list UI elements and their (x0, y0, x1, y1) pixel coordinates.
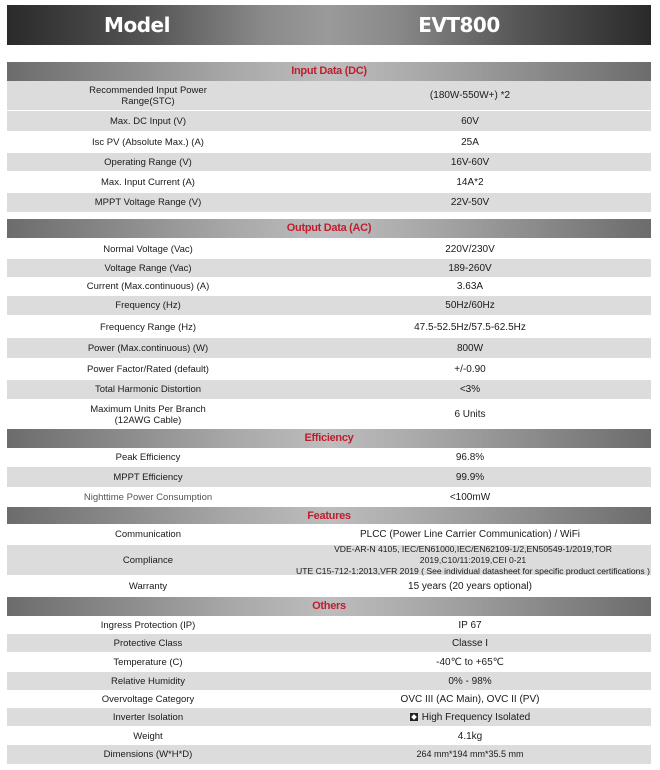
table-row (7, 487, 651, 508)
row-label: Warranty (128, 580, 168, 592)
row-value: 60V (461, 115, 479, 127)
section-output-title: Output Data (AC) (7, 219, 651, 238)
row-label: Voltage Range (Vac) (104, 262, 192, 274)
row-value: 25A (461, 137, 479, 148)
section-others-title: Others (7, 597, 651, 616)
row-value: 47.5-52.5Hz/57.5-62.5Hz (414, 321, 526, 333)
row-value: 22V-50V (450, 197, 490, 208)
row-label: Protective Class (113, 637, 183, 649)
row-label: Temperature (C) (113, 656, 183, 668)
compliance-value (289, 544, 651, 577)
row-label: Dimensions (W*H*D) (103, 749, 193, 760)
row-label: Overvoltage Category (101, 694, 195, 705)
table-row (7, 690, 651, 710)
row-label: Power Factor/Rated (default) (87, 364, 209, 375)
row-value: <100mW (449, 491, 491, 503)
table-row (7, 277, 651, 297)
table-row (7, 400, 651, 430)
row-value: (180W-550W+) *2 (429, 90, 511, 101)
table-row (7, 634, 651, 653)
table-row (7, 316, 651, 339)
table-row (7, 380, 651, 400)
table-row (7, 153, 651, 172)
table-row (7, 81, 651, 111)
row-label: Compliance (122, 554, 174, 566)
row-label: Total Harmonic Distortion (94, 384, 202, 395)
table-row (7, 672, 651, 691)
section-features-title: Features (7, 507, 651, 526)
isolation-text: High Frequency Isolated (421, 711, 531, 723)
row-value: 220V/230V (445, 243, 495, 255)
row-value: 15 years (20 years optional) (408, 580, 532, 592)
table-row (7, 338, 651, 359)
row-label: Peak Efficiency (115, 452, 181, 463)
row-label: Frequency Range (Hz) (99, 321, 197, 333)
row-label: Max. DC Input (V) (109, 115, 187, 127)
row-value: 0% - 98% (448, 675, 492, 687)
table-row (7, 132, 651, 154)
row-value: 96.8% (455, 452, 485, 463)
row-label: Ingress Protection (IP) (100, 619, 196, 631)
row-label: Frequency (Hz) (115, 300, 181, 311)
table-row (7, 193, 651, 213)
row-label: Relative Humidity (111, 675, 185, 687)
row-value: -40℃ to +65℃ (436, 656, 504, 668)
row-value (289, 712, 651, 723)
model-label: Model (104, 13, 170, 37)
model-value: EVT800 (418, 13, 500, 37)
row-value: 3.63A (456, 281, 484, 292)
row-label: Operating Range (V) (104, 156, 192, 168)
table-row (7, 239, 651, 260)
section-input-title: Input Data (DC) (7, 62, 651, 81)
row-value: 264 mm*194 mm*35.5 mm (416, 749, 524, 759)
row-value: 4.1kg (457, 730, 483, 742)
table-row (7, 576, 651, 597)
row-value: 50Hz/60Hz (445, 300, 495, 311)
table-row (7, 259, 651, 278)
table-row (7, 616, 651, 635)
table-row (7, 745, 651, 765)
row-label: Weight (133, 730, 163, 742)
row-label: Normal Voltage (Vac) (103, 243, 193, 255)
table-header (7, 5, 651, 45)
table-row (7, 111, 651, 132)
row-value: 189-260V (448, 262, 492, 274)
row-value: 16V-60V (450, 156, 490, 168)
row-value: 6 Units (454, 409, 486, 420)
table-row (7, 652, 651, 673)
compliance-line-1: VDE-AR-N 4105, IEC/EN61000,IEC/EN62109-1/2,EN50549-1/2019,TOR 2019,C10/11:2019,CEI 0-21 (334, 543, 612, 565)
isolation-transformer-icon (410, 713, 418, 721)
row-value: 99.9% (455, 471, 485, 483)
row-label: Maximum Units Per Branch (12AWG Cable) (90, 403, 206, 426)
row-value: IP 67 (458, 619, 482, 631)
row-label: MPPT Voltage Range (V) (94, 197, 202, 208)
row-label: Max. Input Current (A) (101, 177, 195, 188)
table-row (7, 727, 651, 746)
row-value: +/-0.90 (454, 364, 486, 375)
row-value: OVC III (AC Main), OVC II (PV) (400, 694, 540, 705)
row-label: Recommended Input Power Range(STC) (89, 84, 207, 107)
row-value: 800W (456, 342, 484, 354)
table-row (7, 296, 651, 316)
row-label: Communication (115, 529, 181, 540)
row-value: PLCC (Power Line Carrier Communication) / WiFi (359, 529, 581, 540)
row-value: 14A*2 (456, 177, 484, 188)
section-efficiency-title: Efficiency (7, 429, 651, 448)
row-label: Power (Max.continuous) (W) (87, 342, 209, 354)
row-label: Current (Max.continuous) (A) (86, 281, 210, 292)
row-value: Classe I (451, 637, 489, 649)
table-row (7, 172, 651, 194)
table-row (7, 467, 651, 488)
row-label: Nighttime Power Consumption (83, 491, 213, 503)
table-row (7, 545, 651, 576)
row-label: MPPT Efficiency (113, 471, 183, 483)
compliance-line-2: UTE C15-712-1:2013,VFR 2019 ( See individual datasheet for specific product certifications ) (296, 565, 650, 576)
row-label: Isc PV (Absolute Max.) (A) (92, 137, 204, 148)
row-value: <3% (459, 384, 481, 395)
table-row (7, 448, 651, 468)
table-row (7, 359, 651, 381)
row-label: Inverter Isolation (112, 711, 184, 723)
table-row (7, 708, 651, 727)
